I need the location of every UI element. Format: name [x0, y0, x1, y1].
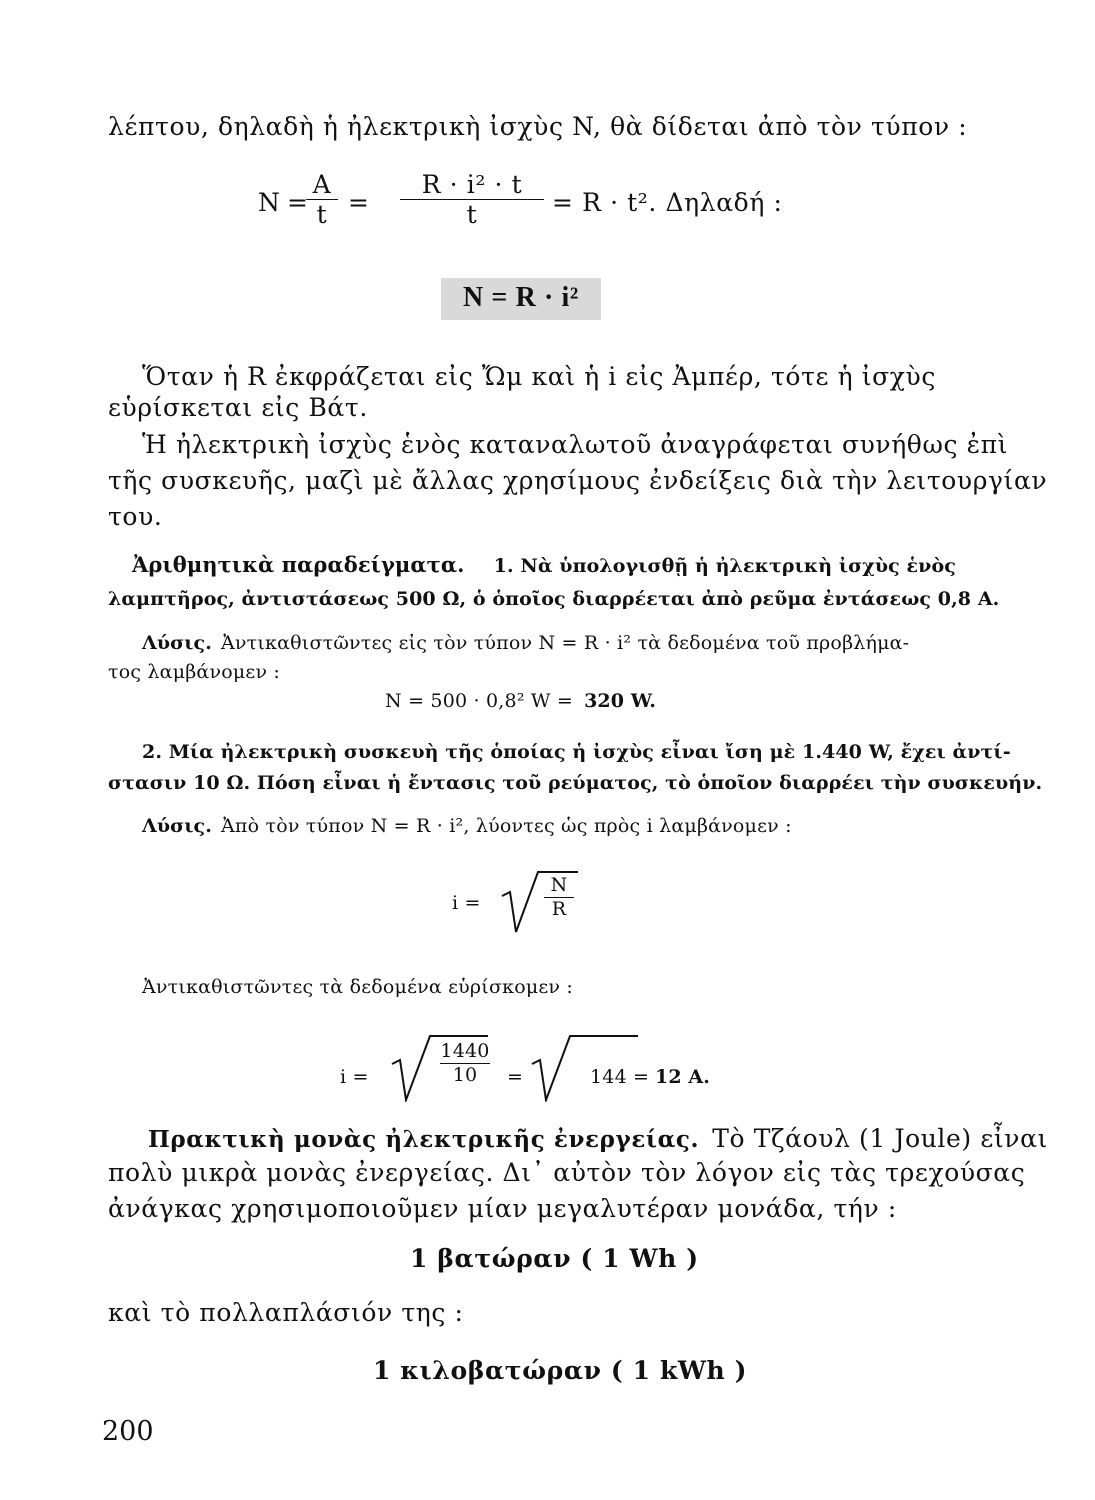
fraction-denominator: R [551, 898, 567, 920]
equation-result: 320 W. [584, 690, 656, 712]
section-heading: Πρακτικὴ μονὰς ἠλεκτρικῆς ἐνεργείας. [148, 1126, 700, 1153]
equation-inner: 144 [590, 1066, 627, 1088]
paragraph-line: εὑρίσκεται εἰς Βάτ. [108, 393, 368, 422]
example-text: λαμπτῆρος, ἀντιστάσεως 500 Ω, ὁ ὁποῖος διαρρέεται ἀπὸ ρεῦμα ἐντάσεως 0,8 A. [108, 588, 1000, 610]
paragraph-line: τῆς συσκευῆς, μαζὶ μὲ ἄλλας χρησίμους ἐνδείξεις διὰ τὴν λειτουργίαν [108, 466, 1048, 495]
unit-kilowatt-hour: 1 κιλοβατώραν ( 1 kWh ) [373, 1356, 748, 1385]
fraction-rit-over-t [400, 172, 544, 227]
unit-watt-hour: 1 βατώραν ( 1 Wh ) [410, 1244, 699, 1273]
fraction-denominator: t [466, 200, 478, 229]
solution-equation [385, 690, 656, 712]
equation-equals: = [633, 1066, 650, 1088]
paragraph-line: ἀνάγκας χρησιμοποιοῦμεν μίαν μεγαλυτέραν μονάδα, τήν : [108, 1194, 897, 1223]
paragraph-line: Ἡ ἠλεκτρικὴ ἰσχὺς ἑνὸς καταναλωτοῦ ἀναγράφεται συνήθως ἐπὶ [142, 430, 1009, 459]
paragraph-line: λέπτου, δηλαδὴ ἡ ἠλεκτρικὴ ἰσχὺς N, θὰ δίδεται ἀπὸ τὸν τύπον : [108, 112, 968, 141]
equation-text: N = 500 · 0,8² W = [385, 690, 573, 712]
equation-lhs: i = [340, 1066, 369, 1088]
highlighted-formula: N = R · i² [441, 278, 601, 320]
equation-lhs: i = [452, 892, 481, 914]
eq-tail: = R · t². Δηλαδή : [552, 188, 783, 217]
fraction-numerator: A [312, 170, 332, 199]
example-1 [132, 552, 956, 577]
fraction-denominator: t [316, 200, 328, 229]
page-number: 200 [102, 1416, 154, 1447]
paragraph-line [148, 1124, 1048, 1153]
fraction-numerator: 1440 [440, 1040, 490, 1062]
example-text: 1. Νὰ ὑπολογισθῇ ἡ ἠλεκτρικὴ ἰσχὺς ἑνὸς [493, 555, 956, 577]
examples-heading: Ἀριθμητικὰ παραδείγματα. [132, 552, 465, 577]
solution-text: Ἀντικαθιστῶντες εἰς τὸν τύπον N = R · i² τὰ δεδομένα τοῦ προβλήμα- [221, 632, 910, 654]
paragraph-line: καὶ τὸ πολλαπλάσιόν της : [108, 1298, 464, 1327]
fraction-numerator: N [550, 874, 568, 896]
fraction-1440-over-10 [440, 1042, 490, 1085]
solution-1 [142, 632, 909, 654]
paragraph-text: Τὸ Τζάουλ (1 Joule) εἶναι [712, 1124, 1048, 1153]
paragraph-line: πολὺ μικρὰ μονὰς ἐνεργείας. Δι᾽ αὐτὸν τὸν λόγον εἰς τὰς τρεχούσας [108, 1158, 1026, 1187]
equation-equals: = [507, 1066, 524, 1088]
solution-text: Ἀπὸ τὸν τύπον N = R · i², λύοντες ὡς πρὸς i λαμβάνομεν : [221, 815, 792, 837]
fraction-numerator: R · i² · t [421, 170, 523, 199]
example-text: 2. Μία ἠλεκτρικὴ συσκευὴ τῆς ὁποίας ἡ ἰσχὺς εἶναι ἴση μὲ 1.440 W, ἔχει ἀντί- [142, 741, 1011, 763]
solution-label: Λύσις. [142, 815, 212, 837]
equation-result: 12 A. [655, 1066, 710, 1088]
fraction-a-over-t [306, 172, 338, 227]
fraction-denominator: 10 [452, 1064, 478, 1086]
example-text: στασιν 10 Ω. Πόση εἶναι ἡ ἔντασις τοῦ ρεύματος, τὸ ὁποῖον διαρρέει τὴν συσκευήν. [108, 772, 1043, 794]
eq-symbol-n: N [258, 188, 281, 217]
paragraph-line: του. [108, 502, 163, 531]
eq-equals: = [287, 188, 309, 217]
solution-text: τος λαμβάνομεν : [108, 661, 281, 683]
solution-2 [142, 815, 792, 837]
paragraph-line: Ἀντικαθιστῶντες τὰ δεδομένα εὑρίσκομεν : [142, 976, 574, 998]
eq-equals: = [348, 188, 370, 217]
fraction-n-over-r [544, 876, 574, 919]
paragraph-line: Ὅταν ἡ R ἐκφράζεται εἰς Ὤμ καὶ ἡ i εἰς Ἀμπέρ, τότε ἡ ἰσχὺς [142, 362, 936, 391]
solution-label: Λύσις. [142, 632, 212, 654]
